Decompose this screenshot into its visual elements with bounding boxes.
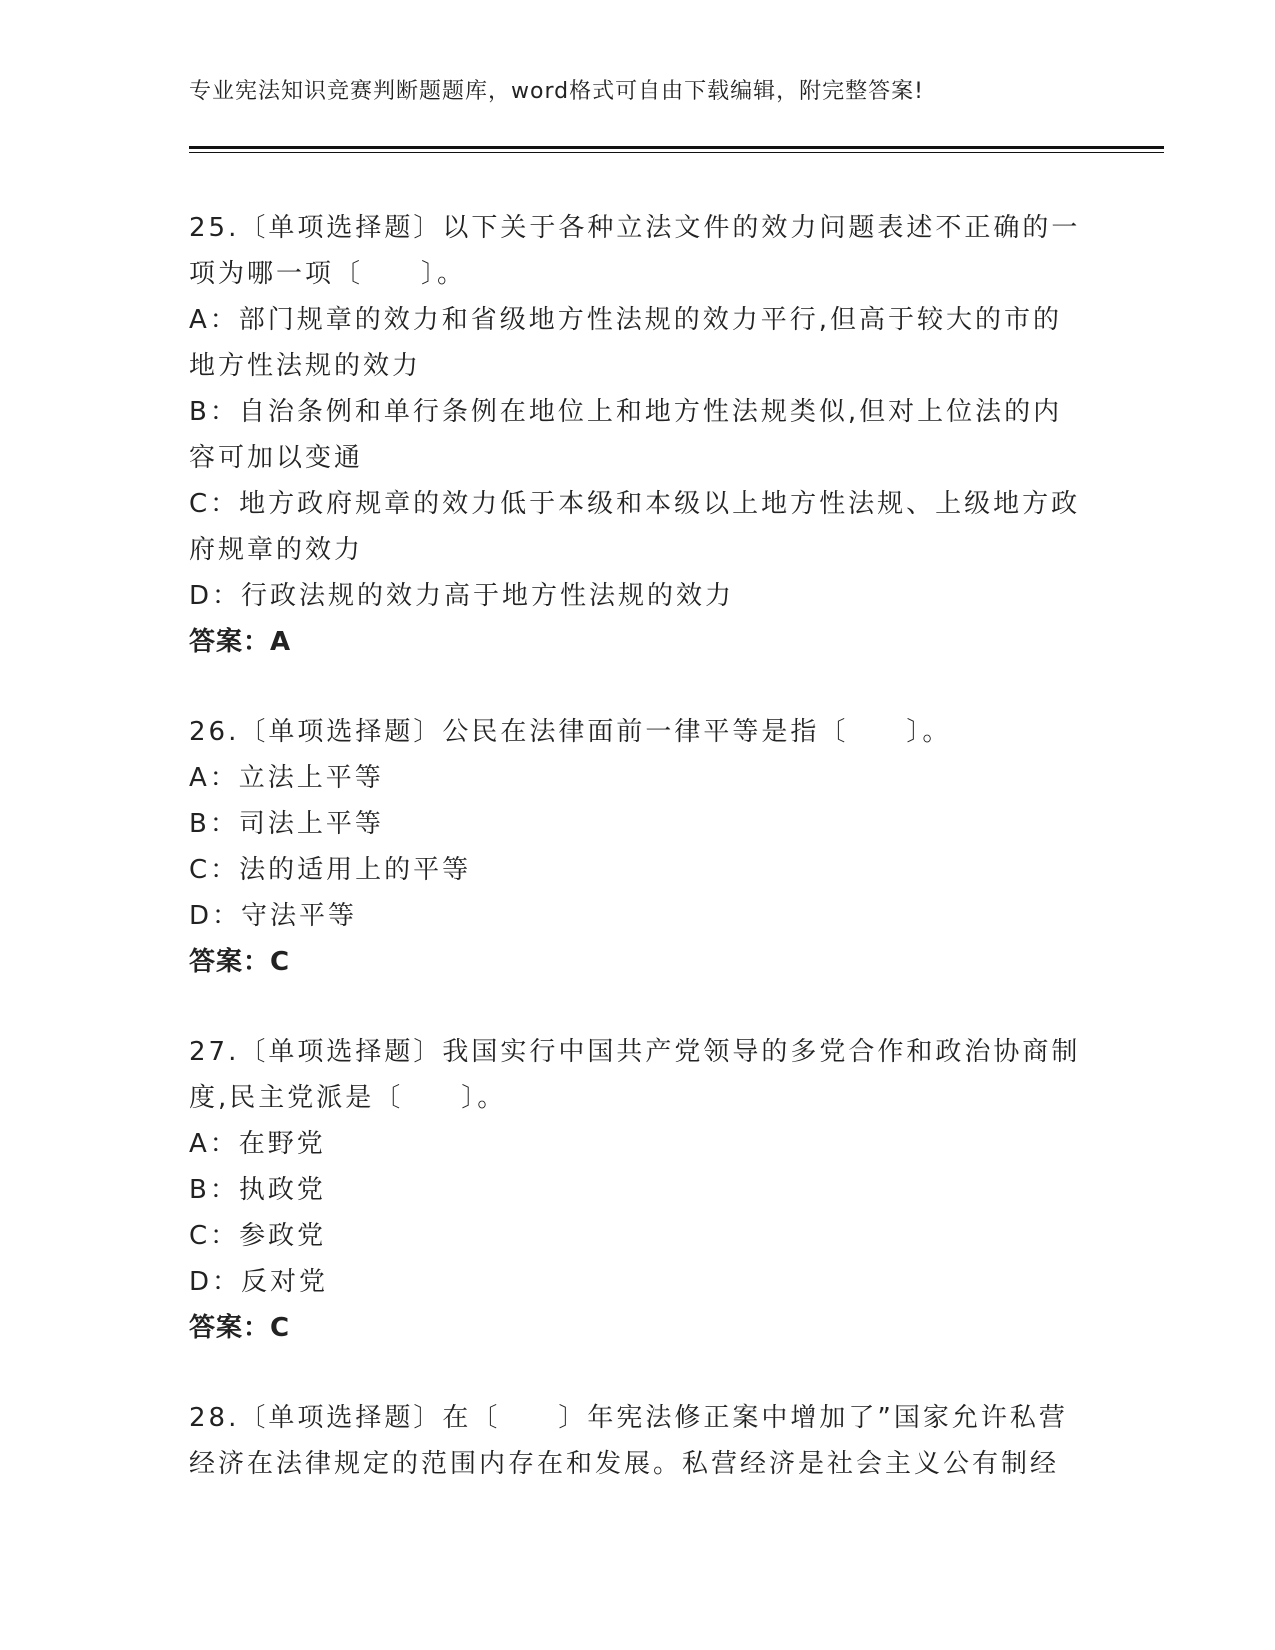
question-stem: 26.〔单项选择题〕公民在法律面前一律平等是指〔 〕。 xyxy=(189,717,952,747)
option-b: B：执政党 xyxy=(189,1175,326,1205)
option-d: D：行政法规的效力高于地方性法规的效力 xyxy=(189,581,735,611)
option-c-continued: 府规章的效力 xyxy=(189,535,364,565)
option-b: B：自治条例和单行条例在地位上和地方性法规类似,但对上位法的内 xyxy=(189,397,1063,427)
option-d: D：守法平等 xyxy=(189,901,358,931)
question-stem: 27.〔单项选择题〕我国实行中国共产党领导的多党合作和政治协商制 xyxy=(189,1037,1081,1067)
header-divider xyxy=(189,146,1164,153)
option-a: A：部门规章的效力和省级地方性法规的效力平行,但高于较大的市的 xyxy=(189,305,1063,335)
question-list xyxy=(189,205,1089,1531)
question-stem: 28.〔单项选择题〕在〔 〕年宪法修正案中增加了”国家允许私营 xyxy=(189,1403,1068,1433)
option-a: A：在野党 xyxy=(189,1129,326,1159)
answer-label: 答案：C xyxy=(189,947,291,977)
option-c: C：法的适用上的平等 xyxy=(189,855,472,885)
question-26 xyxy=(189,709,1089,985)
option-c: C：地方政府规章的效力低于本级和本级以上地方性法规、上级地方政 xyxy=(189,489,1081,519)
option-b-continued: 容可加以变通 xyxy=(189,443,364,473)
question-stem: 度,民主党派是〔 〕。 xyxy=(189,1083,507,1113)
option-d: D：反对党 xyxy=(189,1267,329,1297)
option-a: A：立法上平等 xyxy=(189,763,384,793)
option-c: C：参政党 xyxy=(189,1221,327,1251)
answer-label: 答案：C xyxy=(189,1313,291,1343)
option-b: B：司法上平等 xyxy=(189,809,384,839)
question-stem: 25.〔单项选择题〕以下关于各种立法文件的效力问题表述不正确的一 xyxy=(189,213,1081,243)
question-27 xyxy=(189,1029,1089,1351)
answer-label: 答案：A xyxy=(189,627,292,657)
question-25 xyxy=(189,205,1089,665)
page-header: 专业宪法知识竞赛判断题题库，word格式可自由下载编辑，附完整答案! xyxy=(189,79,924,104)
question-stem: 经济在法律规定的范围内存在和发展。私营经济是社会主义公有制经 xyxy=(189,1449,1060,1479)
question-stem: 项为哪一项〔 〕。 xyxy=(189,259,467,289)
option-a-continued: 地方性法规的效力 xyxy=(189,351,422,381)
question-28 xyxy=(189,1395,1089,1487)
